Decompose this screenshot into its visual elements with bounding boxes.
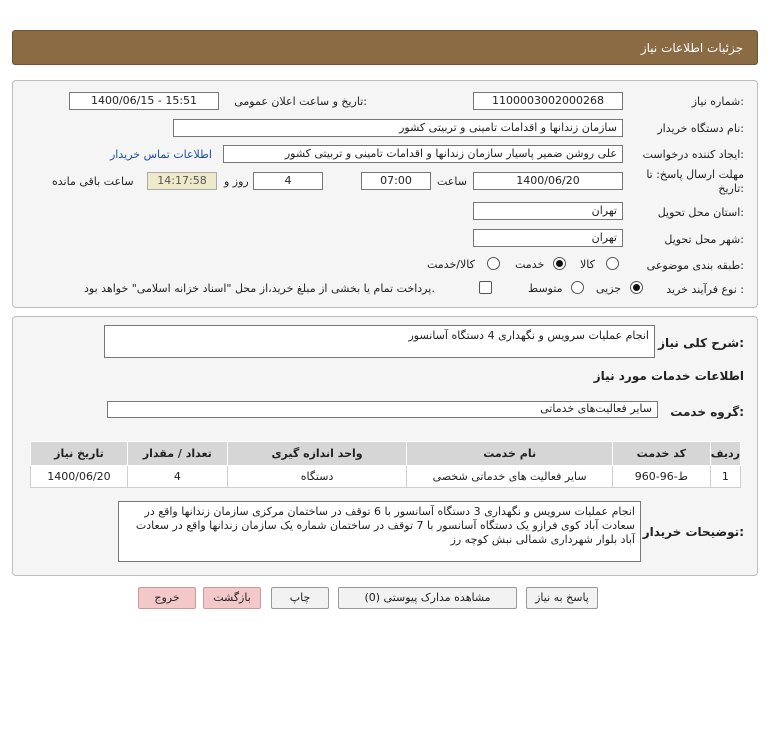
view-attachments-button[interactable]: مشاهده مدارک پیوستی (0) [338,587,517,609]
service-group-label: گروه خدمت: [670,405,744,419]
summary-label: شرح کلی نیاز: [658,336,744,350]
col-service-code: کد خدمت [612,442,710,466]
col-need-date: تاریخ نیاز [31,442,128,466]
category-service-label: خدمت [515,258,545,271]
exit-button[interactable]: خروج [138,587,196,609]
buyer-contact-link[interactable]: اطلاعات تماس خریدار [110,148,212,161]
cell-service-code: ط-96-960 [612,466,710,488]
category-goods-service-label: کالا/خدمت [427,258,475,271]
process-minor-label: جزیی [596,282,622,295]
description-field: انجام عملیات سرویس و نگهداری 3 دستگاه آسانسور با 6 توقف در ساختمان مرکزی سازمان زندانها واقع در سعادت آباد کوی فرازو یک دستگاه آسانسور با 7 توقف در ساختمان شماره یک سازمان زندانها واقع در سعادت آباد بلوار شهرداری شمالی نبش کوچه رز [118,501,641,562]
buyer-field: سازمان زندانها و اقدامات تامینی و تربیتی کشور [173,119,623,137]
treasury-payment-checkbox[interactable] [479,281,492,294]
services-section-title: اطلاعات خدمات مورد نیاز [593,369,744,383]
cell-quantity: 4 [127,466,227,488]
creator-label: ایجاد کننده درخواست: [642,148,744,161]
city-field: تهران [473,229,623,247]
announce-datetime-label: تاریخ و ساعت اعلان عمومی: [234,95,367,108]
summary-field: انجام عملیات سرویس و نگهداری 4 دستگاه آسانسور [104,325,655,358]
category-goods-label: کالا [580,258,595,271]
cell-service-name: سایر فعالیت های خدماتی شخصی [407,466,613,488]
cell-row-number: 1 [710,466,740,488]
description-label: توضیحات خریدار: [642,525,744,539]
deadline-time-field: 07:00 [361,172,431,190]
remaining-time-field: 14:17:58 [147,172,217,190]
announce-datetime-field: 1400/06/15 - 15:51 [69,92,219,110]
reply-button[interactable]: پاسخ به نیاز [526,587,598,609]
back-button[interactable]: بازگشت [203,587,261,609]
province-label: استان محل تحویل: [657,206,744,219]
need-number-field: 1100003002000268 [473,92,623,110]
creator-field: علی روشن ضمیر پاسیار سازمان زندانها و اقدامات تامینی و تربیتی کشور [223,145,623,163]
category-service-radio[interactable] [553,257,566,270]
category-goods-service-radio[interactable] [487,257,500,270]
col-row-number: ردیف [710,442,740,466]
category-label: طبقه بندی موضوعی: [646,259,744,272]
cell-unit: دستگاه [227,466,407,488]
remaining-label: ساعت باقی مانده [52,175,134,188]
deadline-label: مهلت ارسال پاسخ: تا تاریخ: [646,168,744,195]
process-medium-radio[interactable] [571,281,584,294]
days-label: روز و [224,175,249,188]
province-field: تهران [473,202,623,220]
col-unit: واحد اندازه گیری [227,442,407,466]
process-medium-label: متوسط [528,282,563,295]
treasury-payment-note: پرداخت تمام یا بخشی از مبلغ خرید،از محل "اسناد خزانه اسلامی" خواهد بود. [84,282,435,295]
cell-need-date: 1400/06/20 [31,466,128,488]
process-minor-radio[interactable] [630,281,643,294]
days-remaining-field: 4 [253,172,323,190]
process-label: نوع فرآیند خرید : [666,283,744,296]
deadline-date-field: 1400/06/20 [473,172,623,190]
page-header [12,30,758,65]
table-header-row [31,442,741,466]
table-row [31,466,741,488]
service-items-table [30,441,741,488]
city-label: شهر محل تحویل: [664,233,744,246]
col-quantity: تعداد / مقدار [127,442,227,466]
category-goods-radio[interactable] [606,257,619,270]
col-service-name: نام خدمت [407,442,613,466]
service-group-field: سایر فعالیت‌های خدماتی [107,401,658,418]
buyer-label: نام دستگاه خریدار: [657,122,744,135]
page-title: جزئیات اطلاعات نیاز [640,41,743,55]
need-number-label: شماره نیاز: [691,95,744,108]
print-button[interactable]: چاپ [271,587,329,609]
deadline-time-label: ساعت [437,175,467,188]
